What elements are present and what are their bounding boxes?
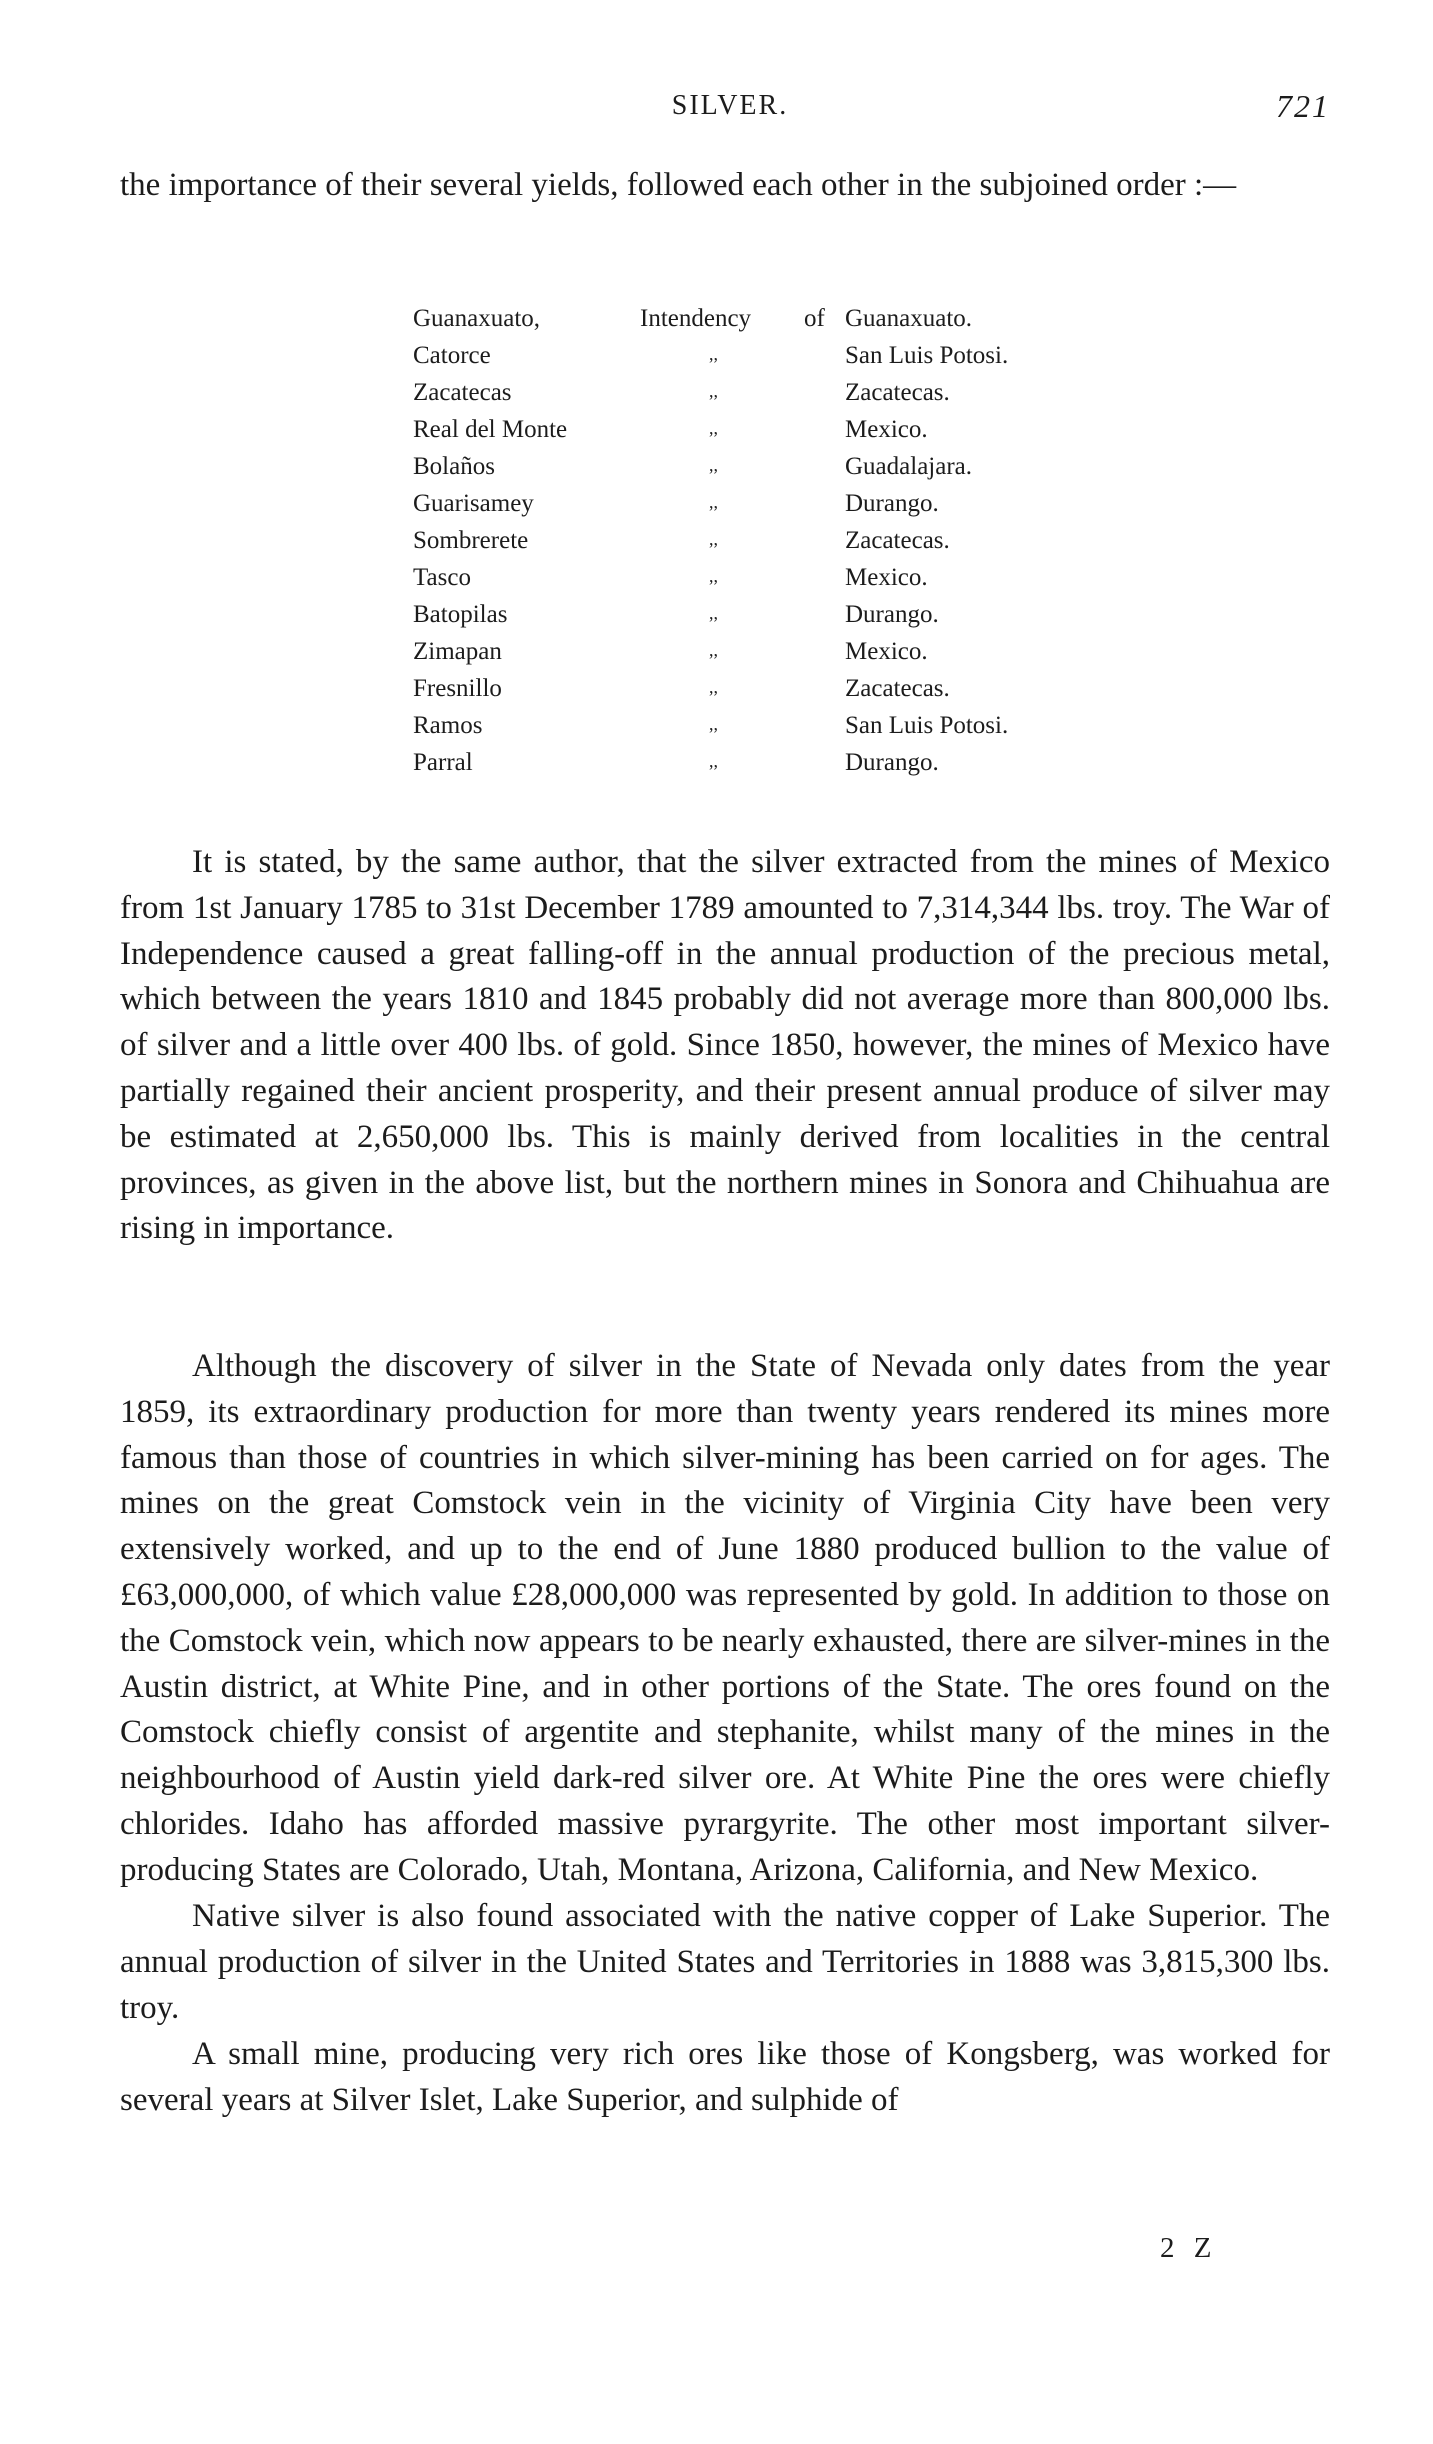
intendency-name: Zacatecas. (845, 527, 950, 554)
mine-name: Bolaños (413, 453, 495, 480)
mine-name: Parral (413, 749, 473, 776)
intendency-name: Zacatecas. (845, 379, 950, 406)
ditto-mark: ,, (709, 344, 718, 364)
mine-name: Fresnillo (413, 675, 502, 702)
ditto-mark: ,, (709, 751, 718, 771)
intendency-label: Intendency (640, 305, 752, 332)
intendency-name: Zacatecas. (845, 675, 950, 702)
table-row (413, 675, 1093, 712)
intendency-name: Guadalajara. (845, 453, 973, 480)
ditto-mark: ,, (709, 418, 718, 438)
ditto-mark: ,, (709, 566, 718, 586)
mine-name: Guarisamey (413, 490, 534, 517)
mine-name: Batopilas (413, 601, 508, 628)
table-row (413, 638, 1093, 675)
signature-mark: 2 Z (1160, 2232, 1218, 2264)
page-number: 721 (1276, 88, 1330, 124)
body-paragraph: Native silver is also found associated with the native copper of Lake Superior. The annual production of silver in the United States and Territories in 1888 was 3,815,300 lbs. troy. (120, 1898, 1330, 2026)
mine-name: Guanaxuato, (413, 305, 541, 332)
body-paragraph: Although the discovery of silver in the State of Nevada only dates from the year 1859, its extraordinary production for more than twenty years rendered its mines more famous than those of countries in which silver-mining has been carried on for ages. The mines on the great Comstock vein in the vicinity of Virginia City have been very extensively worked, and up to the end of June 1880 produced bullion to the value of £63,000,000, of which value £28,000,000 was represented by gold. In addition to those on the Comstock vein, which now appears to be nearly exhausted, there are silver-mines in the Austin district, at White Pine, and in other portions of the State. The ores found on the Comstock chiefly consist of argentite and stephanite, whilst many of the mines in the neighbourhood of Austin yield dark-red silver ore. At White Pine the ores were chiefly chlorides. Idaho has afforded massive pyrargyrite. The other most important silver-producing States are Colorado, Utah, Montana, Arizona, California, and New Mexico. (120, 1348, 1330, 1888)
intendency-name: San Luis Potosi. (845, 342, 1009, 369)
mine-name: Ramos (413, 712, 483, 739)
mine-name: Catorce (413, 342, 491, 369)
running-title: SILVER. (671, 90, 789, 121)
intendency-name: Mexico. (845, 638, 928, 665)
ditto-mark: ,, (709, 714, 718, 734)
table-row (413, 342, 1093, 379)
table-row (413, 453, 1093, 490)
table-row (413, 564, 1093, 601)
intendency-name: San Luis Potosi. (845, 712, 1009, 739)
table-row (413, 601, 1093, 638)
table-row (413, 749, 1093, 786)
ditto-mark: ,, (709, 492, 718, 512)
intro-paragraph: the importance of their several yields, followed each other in the subjoined order :— (120, 167, 1237, 203)
ditto-mark: ,, (709, 677, 718, 697)
intendency-name: Mexico. (845, 564, 928, 591)
running-head (120, 90, 1340, 130)
mine-name: Zacatecas (413, 379, 512, 406)
intendency-name: Guanaxuato. (845, 305, 973, 332)
intendency-name: Mexico. (845, 416, 928, 443)
ditto-mark: ,, (709, 603, 718, 623)
table-row (413, 712, 1093, 749)
of-label: of (804, 305, 825, 332)
body-paragraph: It is stated, by the same author, that the silver extracted from the mines of Mexico from 1st January 1785 to 31st December 1789 amounted to 7,314,344 lbs. troy. The War of Independence caused a great falling-off in the annual production of the precious metal, which between the years 1810 and 1845 probably did not average more than 800,000 lbs. of silver and a little over 400 lbs. of gold. Since 1850, however, the mines of Mexico have partially regained their ancient prosperity, and their present annual produce of silver may be estimated at 2,650,000 lbs. This is mainly derived from localities in the central provinces, as given in the above list, but the northern mines in Sonora and Chihuahua are rising in importance. (120, 844, 1330, 1247)
mine-name: Zimapan (413, 638, 502, 665)
body-paragraph: A small mine, producing very rich ores like those of Kongsberg, was worked for several years at Silver Islet, Lake Superior, and sulphide of (120, 2036, 1330, 2118)
ditto-mark: ,, (709, 455, 718, 475)
ditto-mark: ,, (709, 640, 718, 660)
mine-name: Real del Monte (413, 416, 568, 443)
intendency-name: Durango. (845, 601, 939, 628)
mine-name: Sombrerete (413, 527, 529, 554)
intendency-name: Durango. (845, 490, 939, 517)
table-row (413, 305, 1093, 342)
table-row (413, 527, 1093, 564)
intendency-name: Durango. (845, 749, 939, 776)
ditto-mark: ,, (709, 381, 718, 401)
table-row (413, 416, 1093, 453)
table-row (413, 490, 1093, 527)
table-row (413, 379, 1093, 416)
mine-name: Tasco (413, 564, 471, 591)
ditto-mark: ,, (709, 529, 718, 549)
